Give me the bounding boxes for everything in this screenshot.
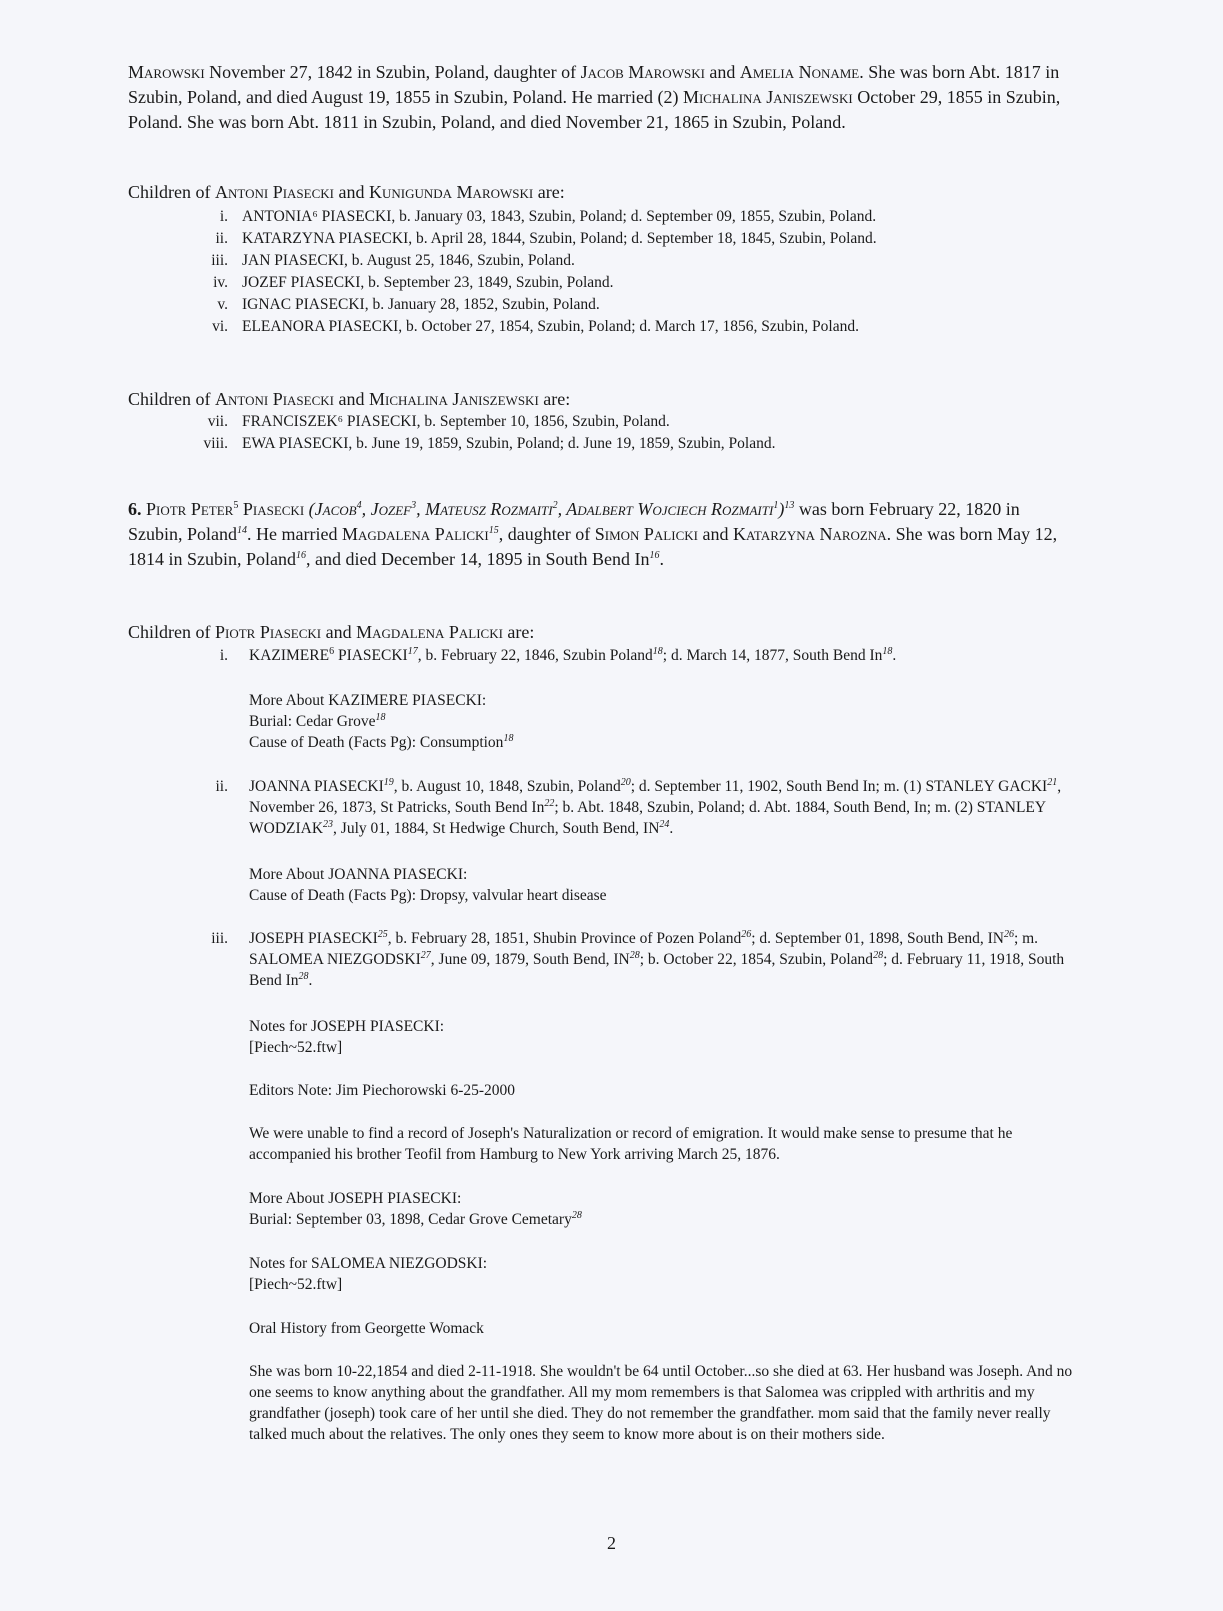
text: , June 09, 1879, South Bend, IN (430, 951, 630, 968)
name: Magdalena Palicki (356, 622, 503, 642)
ancestor: , Adalbert Wojciech Rozmaiti (557, 499, 774, 519)
item-text: FRANCISZEK⁶ PIASECKI, b. September 10, 1856, Szubin, Poland. (242, 413, 670, 430)
name: Katarzyna Narozna (732, 524, 887, 544)
item-text: ANTONIA⁶ PIASECKI, b. January 03, 1843, Szubin, Poland; d. September 09, 1855, Szubin, Poland. (242, 208, 877, 225)
list-item (128, 294, 1078, 316)
name: Magdalena Palicki (341, 524, 489, 544)
text: ; b. October 22, 1854, Szubin, Poland (639, 951, 874, 968)
citation-sup: 16 (296, 550, 307, 561)
text: and (334, 389, 369, 409)
text: PIASECKI (334, 647, 408, 664)
sup: 6 (329, 645, 335, 657)
sup: 24 (659, 818, 670, 830)
name: Jacob Marowski (580, 62, 705, 82)
text: , November 26, 1873, St Patricks, South Bend In (249, 778, 1062, 816)
text: Burial: September 03, 1898, Cedar Grove Cemetary (249, 1211, 572, 1228)
text: are: (502, 622, 535, 642)
cause-line: Cause of Death (Facts Pg): Dropsy, valvular heart disease (249, 887, 607, 904)
text: ; m. SALOMEA NIEZGODSKI (249, 930, 1039, 968)
item-text: ELEANORA PIASECKI, b. October 27, 1854, Szubin, Poland; d. March 17, 1856, Szubin, Poland. (242, 318, 859, 335)
sup: 18 (882, 645, 893, 657)
item-text: IGNAC PIASECKI, b. January 28, 1852, Szubin, Poland. (242, 296, 600, 313)
cause-line (249, 732, 1079, 753)
file-reference: [Piech~52.ftw] (249, 1039, 343, 1056)
name: Simon Palicki (594, 524, 698, 544)
name: Kunigunda Marowski (369, 182, 534, 202)
sup: 19 (383, 776, 394, 788)
intro-paragraph (128, 60, 1078, 135)
joanna-entry (249, 776, 1079, 839)
oral-history-paragraph: She was born 10-22,1854 and died 2-11-1918. She wouldn't be 64 until October...so she died at 63. Her husband was Joseph. And no one seems to know anything about the grandfather. All my mom remembers is that Salomea was crippled with arthritis and my grandfather (joseph) took care of her until she died. They do not remember the grandfather. mom said that the family never really talked much about the relatives. The only ones they seem to know more about is on their mothers side. (249, 1363, 1073, 1443)
list-item (128, 433, 1078, 455)
item-text: EWA PIASECKI, b. June 19, 1859, Szubin, Poland; d. June 19, 1859, Szubin, Poland. (242, 435, 776, 452)
ancestor: ) (778, 499, 785, 519)
sup: 25 (377, 928, 388, 940)
notes-paragraph: We were unable to find a record of Joseph's Naturalization or record of emigration. It would make sense to presume that he accompanied his brother Teofil from Hamburg to New York arriving March 25, 1876. (249, 1125, 1013, 1163)
item-text: KATARZYNA PIASECKI, b. April 28, 1844, Szubin, Poland; d. September 18, 1845, Szubin, Poland. (242, 230, 877, 247)
text: . She was born May 12, 1814 in Szubin, Poland (128, 524, 1058, 569)
more-about-heading: More About JOANNA PIASECKI: (249, 866, 468, 883)
sup: 26 (1003, 928, 1014, 940)
item-number: vii. (207, 413, 228, 430)
text: Burial: Cedar Grove (249, 713, 376, 730)
item-number: i. (219, 208, 228, 225)
text: KAZIMERE (249, 647, 330, 664)
sup: 28 (873, 949, 884, 961)
joseph-notes (249, 1016, 1079, 1058)
text: Children of (128, 622, 215, 642)
text: JOANNA PIASECKI (249, 778, 384, 795)
text: are: (538, 389, 571, 409)
oral-history-heading: Oral History from Georgette Womack (249, 1320, 484, 1337)
list-item (128, 250, 1078, 272)
page-number: 2 (607, 1533, 616, 1553)
item-number: vi. (212, 318, 228, 335)
kazimere-entry (249, 645, 1079, 666)
joanna-more (249, 864, 1079, 906)
list-item (128, 316, 1078, 338)
ancestor: , Jozef (361, 499, 412, 519)
text: , and died December 14, 1895 in South Bend In (306, 549, 650, 569)
item-number: ii. (215, 778, 228, 795)
item-number: iii. (211, 252, 228, 269)
sup: 28 (571, 1209, 582, 1221)
text: , daughter of (498, 524, 595, 544)
file-reference: [Piech~52.ftw] (249, 1276, 343, 1293)
burial-line (249, 711, 1079, 732)
sup: 22 (544, 797, 555, 809)
kazimere-more (249, 690, 1079, 753)
citation-sup: 15 (488, 525, 499, 536)
text: Children of (128, 389, 215, 409)
text: , b. February 22, 1846, Szubin Poland (417, 647, 653, 664)
name: Antoni Piasecki (215, 182, 334, 202)
list-item (128, 206, 1078, 228)
text: ; d. September 11, 1902, South Bend In; m. (1) STANLEY GACKI (630, 778, 1048, 795)
text: and (704, 62, 740, 82)
sup: 17 (407, 645, 418, 657)
text: ; b. Abt. 1848, Szubin, Poland; d. Abt. 1884, South Bend, In; m. (2) STANLEY WODZIAK (249, 799, 1046, 837)
text: was born February 22, 1820 in Szubin, Poland (128, 499, 1020, 544)
entry-number: 6. (128, 499, 142, 519)
children-list-1 (128, 206, 1078, 338)
text: . (659, 549, 664, 569)
citation-sup: 14 (237, 525, 248, 536)
sup: 18 (375, 711, 386, 723)
salomea-notes (249, 1253, 1079, 1295)
item-number: ii. (215, 230, 228, 247)
sup: 4 (356, 500, 362, 511)
item-number: v. (217, 296, 228, 313)
piotr-paragraph (128, 497, 1078, 572)
list-item (128, 228, 1078, 250)
sup: 1 (773, 500, 779, 511)
sup: 28 (298, 970, 309, 982)
item-text: JOZEF PIASECKI, b. September 23, 1849, Szubin, Poland. (242, 274, 614, 291)
notes-heading: Notes for JOSEPH PIASECKI: (249, 1018, 445, 1035)
text: October 29, 1855 in Szubin, Poland. She was born Abt. 1811 in Szubin, Poland, and died November 21, 1865 in Szubin, Poland. (128, 87, 1061, 132)
text: , b. August 10, 1848, Szubin, Poland (393, 778, 621, 795)
citation-sup: 16 (649, 550, 660, 561)
more-about-heading: More About JOSEPH PIASECKI: (249, 1190, 462, 1207)
text: November 27, 1842 in Szubin, Poland, daughter of (204, 62, 581, 82)
name: Michalina Janiszewski (369, 389, 539, 409)
text: are: (533, 182, 565, 202)
text: , b. February 28, 1851, Shubin Province of Pozen Poland (387, 930, 742, 947)
text: . (892, 647, 897, 664)
ancestor: , Mateusz Rozmaiti (416, 499, 553, 519)
sup: 21 (1047, 776, 1058, 788)
text: Children of (128, 182, 215, 202)
sup: 27 (420, 949, 431, 961)
name: Michalina Janiszewski (682, 87, 853, 107)
editors-note: Editors Note: Jim Piechorowski 6-25-2000 (249, 1082, 516, 1099)
joseph-more (249, 1188, 1079, 1230)
children-list-2 (128, 411, 1078, 455)
item-number: iii. (211, 930, 228, 947)
generation-sup: 5 (233, 500, 239, 511)
text: . She was born Abt. 1817 in Szubin, Poland, and died August 19, 1855 in Szubin, Poland. He married (2) (128, 62, 1060, 107)
text: JOSEPH PIASECKI (249, 930, 378, 947)
joseph-entry (249, 928, 1079, 991)
burial-line (249, 1209, 1079, 1230)
text: and (321, 622, 357, 642)
children-heading-1 (128, 180, 565, 204)
more-about-heading: More About KAZIMERE PIASECKI: (249, 692, 487, 709)
text: and (697, 524, 733, 544)
item-number: iv. (213, 274, 228, 291)
list-item (128, 411, 1078, 433)
children-heading-3 (128, 620, 534, 644)
name: Piotr Peter (141, 499, 234, 519)
sup: 18 (652, 645, 663, 657)
name: Antoni Piasecki (215, 389, 334, 409)
name: Amelia Noname (739, 62, 860, 82)
citation-sup: 13 (784, 500, 795, 511)
text: and (334, 182, 369, 202)
item-text: JAN PIASECKI, b. August 25, 1846, Szubin, Poland. (242, 252, 575, 269)
ancestor: (Jacob (308, 499, 357, 519)
text: ; d. September 01, 1898, South Bend, IN (751, 930, 1004, 947)
text: . (308, 972, 313, 989)
sup: 28 (629, 949, 640, 961)
text: , July 01, 1884, St Hedwige Church, South Bend, IN (333, 820, 660, 837)
name: Piasecki (238, 499, 309, 519)
children-heading-2 (128, 387, 570, 411)
sup: 18 (503, 732, 514, 744)
text: . He married (247, 524, 342, 544)
text: ; d. February 11, 1918, South Bend In (249, 951, 1065, 989)
sup: 3 (411, 500, 417, 511)
name: Marowski (128, 62, 205, 82)
sup: 20 (620, 776, 631, 788)
name: Piotr Piasecki (215, 622, 322, 642)
text: . (669, 820, 674, 837)
item-number: i. (219, 647, 228, 664)
item-number: viii. (203, 435, 228, 452)
list-item (128, 272, 1078, 294)
sup: 2 (552, 500, 558, 511)
sup: 23 (323, 818, 334, 830)
sup: 26 (741, 928, 752, 940)
text: ; d. March 14, 1877, South Bend In (662, 647, 883, 664)
notes-heading: Notes for SALOMEA NIEZGODSKI: (249, 1255, 488, 1272)
text: Cause of Death (Facts Pg): Consumption (249, 734, 504, 751)
